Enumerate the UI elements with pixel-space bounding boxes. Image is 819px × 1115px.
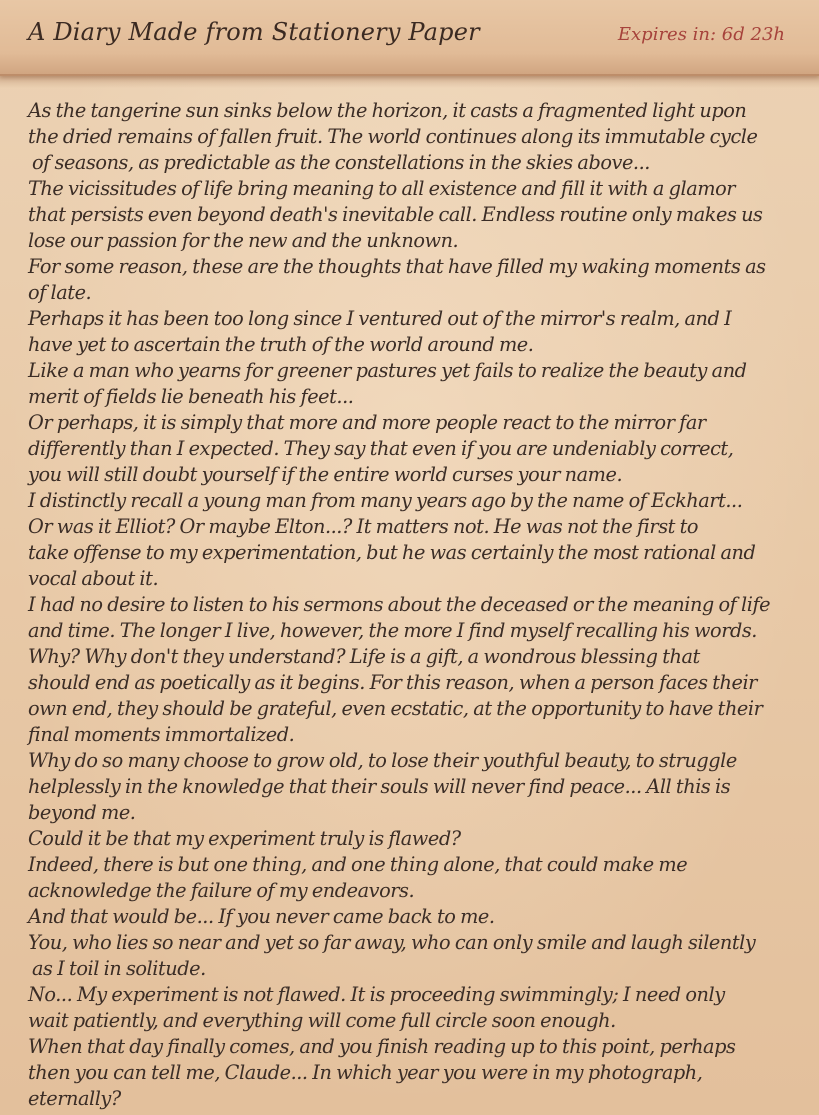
diary-line: and time. The longer I live, however, the more I find myself recalling his words. xyxy=(28,619,757,642)
diary-line: For some reason, these are the thoughts that have filled my waking moments as xyxy=(28,255,766,278)
diary-line: as I toil in solitude. xyxy=(32,957,206,980)
diary-line: final moments immortalized. xyxy=(28,723,295,746)
diary-text xyxy=(28,98,798,1112)
diary-line: When that day finally comes, and you finish reading up to this point, perhaps xyxy=(28,1035,736,1058)
diary-line: own end, they should be grateful, even ecstatic, at the opportunity to have their xyxy=(28,697,763,720)
diary-line: of late. xyxy=(28,281,92,304)
diary-line: wait patiently, and everything will come full circle soon enough. xyxy=(28,1009,616,1032)
diary-line: Or was it Elliot? Or maybe Elton...? It matters not. He was not the first to xyxy=(28,515,699,538)
diary-line: differently than I expected. They say that even if you are undeniably correct, xyxy=(28,437,734,460)
diary-line: I had no desire to listen to his sermons about the deceased or the meaning of life xyxy=(28,593,771,616)
diary-line: Or perhaps, it is simply that more and more people react to the mirror far xyxy=(28,411,706,434)
diary-line: beyond me. xyxy=(28,801,136,824)
diary-line: that persists even beyond death's inevitable call. Endless routine only makes us xyxy=(28,203,763,226)
diary-line: Could it be that my experiment truly is flawed? xyxy=(28,827,461,850)
diary-line: eternally? xyxy=(28,1087,121,1110)
diary-line: vocal about it. xyxy=(28,567,159,590)
diary-line: merit of fields lie beneath his feet... xyxy=(28,385,354,408)
diary-line: should end as poetically as it begins. For this reason, when a person faces their xyxy=(28,671,757,694)
diary-line: the dried remains of fallen fruit. The world continues along its immutable cycle xyxy=(28,125,758,148)
diary-line: As the tangerine sun sinks below the horizon, it casts a fragmented light upon xyxy=(28,99,747,122)
diary-line: The vicissitudes of life bring meaning to all existence and fill it with a glamor xyxy=(28,177,736,200)
diary-line: Why? Why don't they understand? Life is a gift, a wondrous blessing that xyxy=(28,645,700,668)
diary-line: helplessly in the knowledge that their souls will never find peace... All this is xyxy=(28,775,731,798)
diary-line: lose our passion for the new and the unknown. xyxy=(28,229,459,252)
diary-line: I distinctly recall a young man from many years ago by the name of Eckhart... xyxy=(28,489,743,512)
diary-line: take offense to my experimentation, but he was certainly the most rational and xyxy=(28,541,756,564)
diary-line: you will still doubt yourself if the entire world curses your name. xyxy=(28,463,623,486)
diary-line: Perhaps it has been too long since I ventured out of the mirror's realm, and I xyxy=(28,307,732,330)
diary-line: acknowledge the failure of my endeavors. xyxy=(28,879,415,902)
diary-line: have yet to ascertain the truth of the world around me. xyxy=(28,333,534,356)
diary-line: And that would be... If you never came back to me. xyxy=(28,905,495,928)
diary-line: Indeed, there is but one thing, and one thing alone, that could make me xyxy=(28,853,688,876)
diary-line: of seasons, as predictable as the constellations in the skies above... xyxy=(32,151,650,174)
diary-line: You, who lies so near and yet so far away, who can only smile and laugh silently xyxy=(28,931,756,954)
diary-line: Like a man who yearns for greener pastures yet fails to realize the beauty and xyxy=(28,359,747,382)
diary-line: then you can tell me, Claude... In which year you were in my photograph, xyxy=(28,1061,703,1084)
diary-line: Why do so many choose to grow old, to lose their youthful beauty, to struggle xyxy=(28,749,737,772)
header-bar xyxy=(0,0,819,76)
diary-line: No... My experiment is not flawed. It is proceeding swimmingly; I need only xyxy=(28,983,725,1006)
expiry-timer: Expires in: 6d 23h xyxy=(617,24,785,45)
diary-title: A Diary Made from Stationery Paper xyxy=(28,18,480,46)
header-divider xyxy=(0,74,819,88)
